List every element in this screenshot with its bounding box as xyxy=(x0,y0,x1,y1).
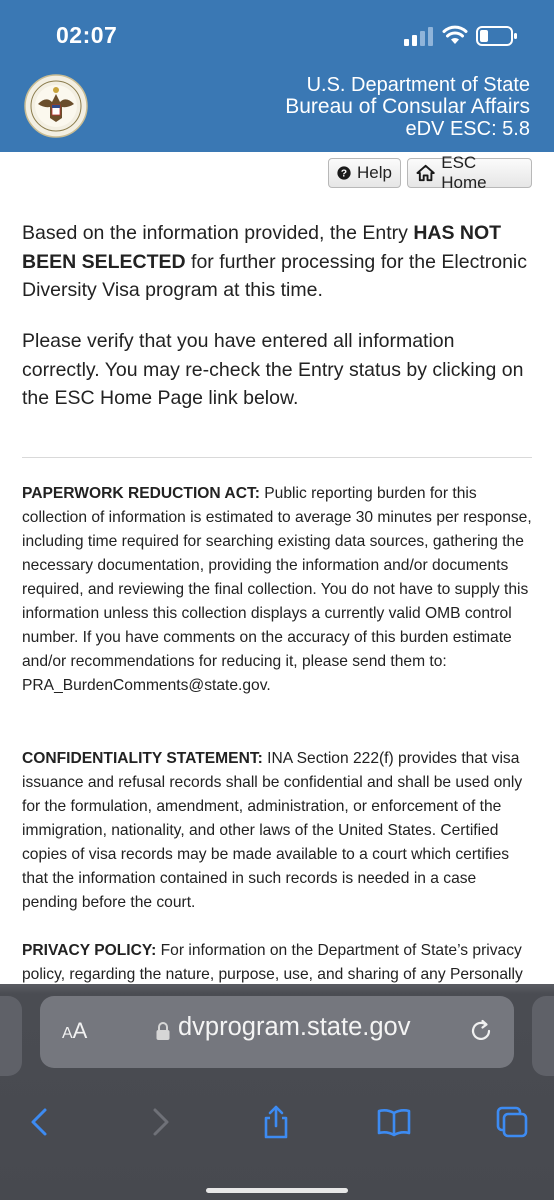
esc-home-button-label: ESC Home xyxy=(441,153,487,192)
previous-tab-peek[interactable] xyxy=(0,996,22,1076)
book-icon[interactable] xyxy=(376,1104,412,1140)
agency-title-line3: eDV ESC: 5.8 xyxy=(405,118,530,140)
pra-heading: PAPERWORK REDUCTION ACT: xyxy=(22,485,260,502)
url-text[interactable]: dvprogram.state.gov xyxy=(178,1013,411,1041)
pra-text: Public reporting burden for this collection of information is estimated to average 30 minutes per response, including time required for searching existing data sources, gathering the necessary documentation, providing the information and/or documents required, and reviewing the final collection. You do not have to supply this information unless this collection displays a currently valid OMB control number. If you have comments on the accuracy of this burden estimate and/or recommendations for reducing it, please send them to: PRA_BurdenComments@state.gov. xyxy=(22,485,532,694)
page-settings-button[interactable] xyxy=(62,1018,87,1044)
share-icon[interactable] xyxy=(258,1104,294,1140)
chevron-right-icon[interactable] xyxy=(142,1104,178,1140)
confidentiality-heading: CONFIDENTIALITY STATEMENT: xyxy=(22,750,263,767)
section-divider xyxy=(22,457,532,458)
site-header xyxy=(0,0,554,152)
lock-icon xyxy=(155,1020,171,1042)
state-department-seal-logo xyxy=(24,74,88,138)
status-time: 02:07 xyxy=(56,22,118,48)
svg-text:?: ? xyxy=(340,168,348,180)
question-circle-icon xyxy=(337,164,351,182)
agency-title-line2: Bureau of Consular Affairs xyxy=(285,95,530,118)
confidentiality-statement xyxy=(22,747,534,915)
agency-title xyxy=(285,74,530,140)
help-button[interactable] xyxy=(328,158,401,188)
verify-message: Please verify that you have entered all information correctly. You may re-check the Entry status by clicking on the ESC Home Page link below. xyxy=(22,330,524,409)
selection-result-message xyxy=(22,219,532,305)
reload-icon[interactable] xyxy=(468,1018,494,1044)
agency-title-line1: U.S. Department of State xyxy=(306,74,530,96)
aa-large: A xyxy=(72,1018,88,1043)
safari-bottom-bar xyxy=(0,984,554,1200)
next-tab-peek[interactable] xyxy=(532,996,554,1076)
battery-icon xyxy=(476,26,518,46)
status-bar xyxy=(0,0,554,64)
result-text-end: for further processing for the Electronic Diversity Visa program at this time. xyxy=(22,250,528,301)
cellular-signal-icon xyxy=(404,26,434,46)
privacy-text: For information on the Department of State’s privacy policy, regarding the nature, purpose, use, and sharing of any Personally xyxy=(22,942,523,983)
address-bar[interactable] xyxy=(40,996,514,1068)
tabs-icon[interactable] xyxy=(494,1104,530,1140)
help-button-label: Help xyxy=(357,163,392,182)
result-text: Based on the information provided, the Entry xyxy=(22,222,414,244)
privacy-heading: PRIVACY POLICY: xyxy=(22,942,157,959)
paperwork-reduction-act xyxy=(22,482,534,698)
home-indicator[interactable] xyxy=(206,1188,348,1193)
chevron-left-icon[interactable] xyxy=(22,1104,58,1140)
result-status: HAS NOT BEEN SELECTED xyxy=(22,222,502,273)
home-icon xyxy=(416,164,435,182)
wifi-icon xyxy=(442,24,468,46)
aa-small: A xyxy=(62,1025,73,1042)
esc-home-button[interactable] xyxy=(407,153,532,192)
confidentiality-text: INA Section 222(f) provides that visa issuance and refusal records shall be confidential and shall be used only for the formulation, amendment, administration, or enforcement of the immigration, nationality, and other laws of the United States. Certified copies of visa records may be made available to a court which certifies that the information contained in such records is needed in a case pending before the court. xyxy=(22,750,523,911)
